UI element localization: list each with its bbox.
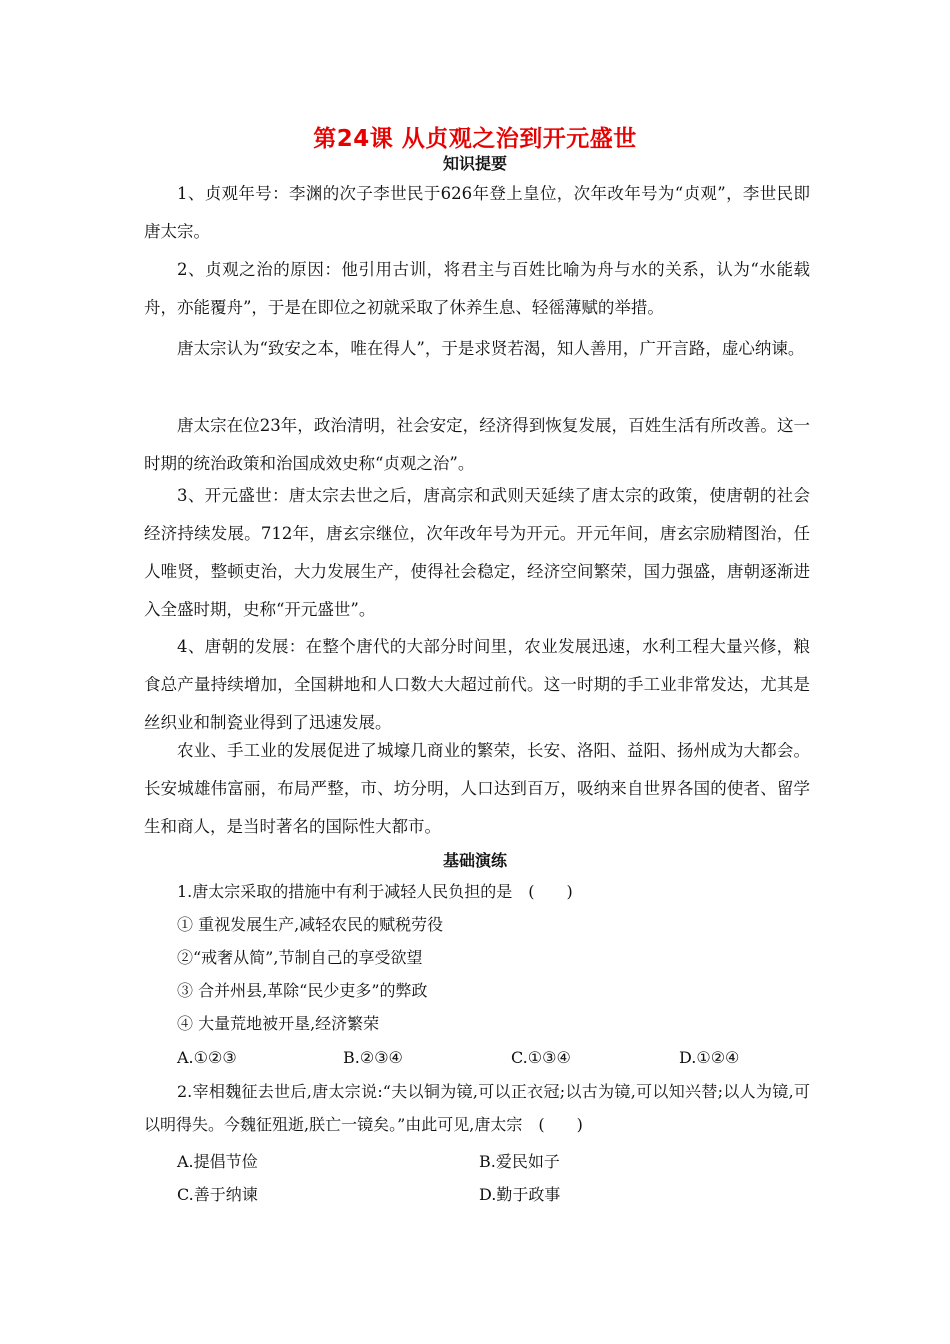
question-1-option-d: D.①②④	[679, 1048, 740, 1067]
paragraph-7: 农业、手工业的发展促进了城壕几商业的繁荣，长安、洛阳、益阳、扬州成为大都会。长安城雄伟富丽，布局严整，市、坊分明，人口达到百万，吸纳来自世界各国的使者、留学生和商人，是当时著名的国际性大都市。	[144, 741, 810, 836]
question-1-option-c: C.①③④	[511, 1048, 571, 1067]
question-1-stem: 1.唐太宗采取的措施中有利于减轻人民负担的是 ( )	[177, 882, 573, 901]
question-2-option-c: C.善于纳谏	[177, 1185, 258, 1204]
section-heading-practice: 基础演练	[442, 851, 507, 870]
question-1-item: ②“戒奢从简”,节制自己的享受欲望	[177, 948, 423, 967]
paragraph-5: 3、开元盛世：唐太宗去世之后，唐高宗和武则天延续了唐太宗的政策，使唐朝的社会经济持续发展。712年，唐玄宗继位，次年改年号为开元。开元年间，唐玄宗励精图治，任人唯贤，整顿吏治，大力发展生产，使得社会稳定，经济空间繁荣，国力强盛，唐朝逐渐进入全盛时期，史称“开元盛世”。	[144, 486, 810, 619]
question-1-item: ④ 大量荒地被开垦,经济繁荣	[177, 1014, 380, 1033]
question-1-item: ③ 合并州县,革除“民少吏多”的弊政	[177, 981, 428, 1000]
paragraph-3: 唐太宗认为“致安之本，唯在得人”，于是求贤若渴，知人善用，广开言路，虚心纳谏。	[177, 339, 805, 358]
paragraph-6: 4、唐朝的发展：在整个唐代的大部分时间里，农业发展迅速，水利工程大量兴修，粮食总产量持续增加，全国耕地和人口数大大超过前代。这一时期的手工业非常发达，尤其是丝织业和制瓷业得到了迅速发展。	[144, 637, 810, 732]
section-heading-knowledge: 知识提要	[442, 154, 507, 173]
paragraph-1: 1、贞观年号：李渊的次子李世民于626年登上皇位，次年改年号为“贞观”，李世民即唐太宗。	[144, 184, 810, 241]
question-2-option-a: A.提倡节俭	[177, 1152, 258, 1171]
question-1-option-b: B.②③④	[343, 1048, 403, 1067]
question-2-option-b: B.爱民如子	[479, 1152, 560, 1171]
question-2-stem: 2.宰相魏征去世后,唐太宗说:“夫以铜为镜,可以正衣冠;以古为镜,可以知兴替;以人为镜,可以明得失。今魏征殂逝,朕亡一镜矣。”由此可见,唐太宗 ( )	[144, 1082, 810, 1134]
paragraph-4: 唐太宗在位23年，政治清明，社会安定，经济得到恢复发展，百姓生活有所改善。这一时期的统治政策和治国成效史称“贞观之治”。	[144, 416, 810, 473]
page-title: 第24课 从贞观之治到开元盛世	[313, 126, 637, 152]
question-2-option-d: D.勤于政事	[479, 1185, 561, 1204]
paragraph-2: 2、贞观之治的原因：他引用古训，将君主与百姓比喻为舟与水的关系，认为“水能载舟，亦能覆舟”，于是在即位之初就采取了休养生息、轻徭薄赋的举措。	[144, 260, 810, 317]
question-1-item: ① 重视发展生产,减轻农民的赋税劳役	[177, 915, 444, 934]
question-1-option-a: A.①②③	[177, 1048, 237, 1067]
